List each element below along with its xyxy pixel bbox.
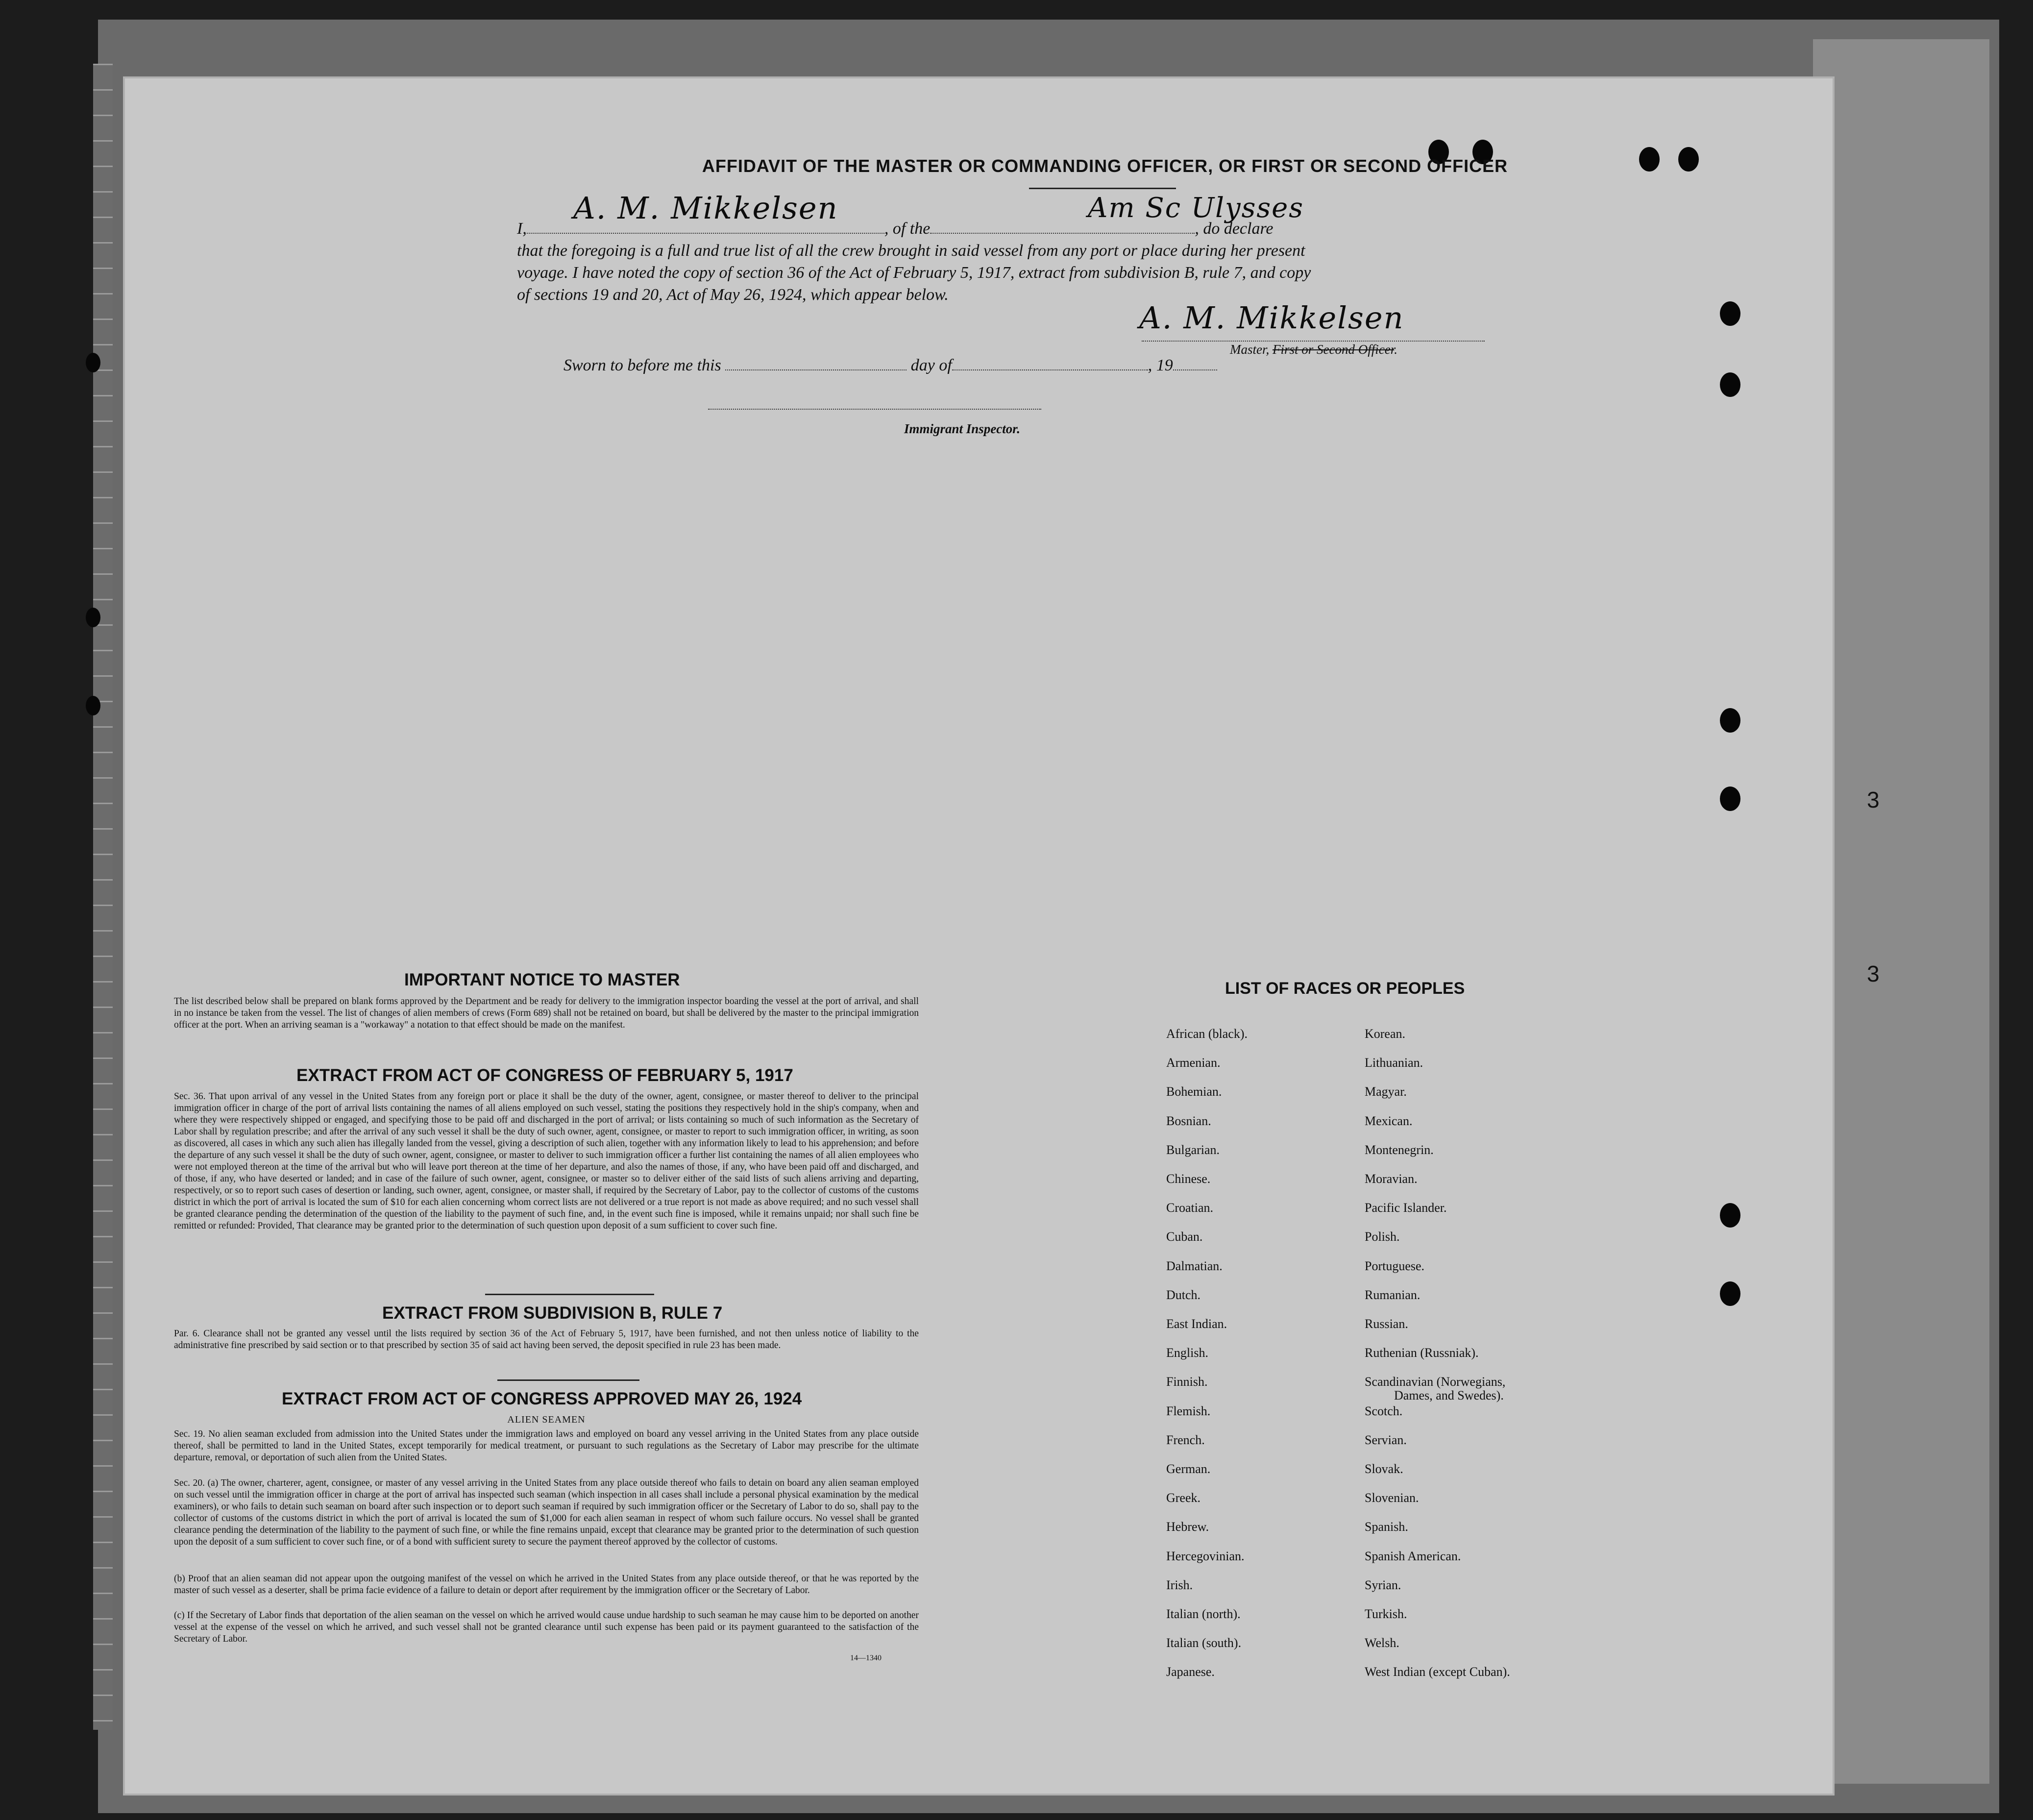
caption-master: Master, [1230,342,1270,357]
race-item: African (black). [1166,1027,1248,1041]
race-item: Bulgarian. [1166,1142,1220,1157]
race-item: Irish. [1166,1577,1193,1592]
race-item: Spanish American. [1365,1549,1461,1563]
handwritten-name: A. M. Mikkelsen [573,190,838,226]
handwritten-vessel-name: Am Sc Ulysses [1088,192,1304,224]
form-number: 14—1340 [850,1654,882,1662]
race-item: Rumanian. [1365,1287,1421,1302]
race-item: Mexican. [1365,1113,1413,1128]
sworn-line [563,356,1217,375]
inspector-signature-line [708,409,1041,410]
race-item: Korean. [1365,1027,1406,1041]
punch-hole [86,608,100,627]
race-item: Slovak. [1365,1462,1403,1476]
race-item: Italian (north). [1166,1607,1241,1621]
day-blank [725,369,906,370]
master-signature: A. M. Mikkelsen [1139,300,1404,336]
race-item: Dutch. [1166,1287,1201,1302]
race-item: West Indian (except Cuban). [1365,1665,1510,1679]
title-divider [1029,188,1176,189]
signature-caption [1230,342,1397,357]
caption-struck-officer: First or Second Officer [1273,342,1395,357]
race-item: Turkish. [1365,1607,1407,1621]
race-item: Greek. [1166,1491,1201,1505]
race-item: Armenian. [1166,1056,1221,1070]
name-blank [527,233,884,234]
race-item: Bohemian. [1166,1084,1222,1099]
declaration-prefix: I, [517,220,527,238]
extract-rule7-title: EXTRACT FROM SUBDIVISION B, RULE 7 [382,1304,723,1323]
extract-1917-title: EXTRACT FROM ACT OF CONGRESS OF FEBRUARY 5, 1917 [296,1066,793,1085]
sworn-year: , 19 [1148,356,1173,374]
race-item: Syrian. [1365,1577,1401,1592]
punch-hole [1720,301,1740,326]
punch-hole [1720,1203,1740,1228]
declaration-middle: , of the [884,220,931,238]
race-item: Pacific Islander. [1365,1201,1447,1215]
month-blank [952,369,1148,370]
vessel-blank [930,233,1195,234]
race-item: Portuguese. [1365,1258,1425,1273]
affidavit-line-4: of sections 19 and 20, Act of May 26, 1924, which appear below. [517,286,949,304]
section-divider [497,1379,639,1381]
race-item: Cuban. [1166,1230,1203,1244]
race-item: English. [1166,1346,1208,1360]
punch-hole [86,696,100,715]
race-item: French. [1166,1432,1205,1447]
extract-1917-text: Sec. 36. That upon arrival of any vessel in the United States from any foreign port or place it shall be the duty of the owner, agent, consignee, or master thereof to deliver to the principal immigration officer in charge of the port of arrival lists containing the names of all aliens employed on such vessel, stating the positions they respectively hold in the ship's company, when and where they were respectively shipped or engaged, and specifying those to be paid off and discharged in the port of arrival; or lists containing so much of such information as the Secretary of Labor shall by regulation prescribe; and after the arrival of any such vessel it shall be the duty of such owner, agent, consignee, or master to report to such immigration officer, in writing, as soon as discovered, all cases in which any such alien has illegally landed from the vessel, giving a description of such alien, together with any information likely to lead to his apprehension; and before the departure of any such vessel it shall be the duty of such owner, agent, consignee, or master to deliver to such immigration officer a further list containing the names of all alien employees who were not employed thereon at the time of the arrival but who will leave port thereon at the time of her departure, and also the names of those, if any, who have been paid off and discharged, and of those, if any, who have deserted or landed; and in case of the failure of such owner, agent, consignee, or master so to deliver either of the said lists of such aliens arriving and departing, respectively, or so to report such cases of desertion or landing, such owner, agent, consignee, or master shall, if required by the Secretary of Labor, pay to the collector of customs of the customs district in which the port of arrival is located the sum of $10 for each alien concerning whom correct lists are not delivered or a true report is not made as above required; and no such vessel shall be granted clearance pending the determination of the question of the liability to the payment of such fine, and, in the event such fine is imposed, while it remains unpaid; nor shall such fine be remitted or refunded: Provided, That clearance may be granted prior to the determination of such question upon deposit of a sum sufficient to cover such fine. [174,1091,919,1231]
declaration-suffix: , do declare [1195,220,1274,238]
race-item: Russian. [1365,1317,1408,1331]
affidavit-line-2: that the foregoing is a full and true list of all the crew brought in said vessel from any port or place during her present [517,242,1305,260]
race-item: Lithuanian. [1365,1056,1423,1070]
punch-hole [1720,787,1740,811]
section-divider [485,1294,654,1295]
year-blank [1173,369,1217,370]
edge-mark: 3 [1867,787,1880,812]
affidavit-title: AFFIDAVIT OF THE MASTER OR COMMANDING OFFICER, OR FIRST OR SECOND OFFICER [702,156,1508,176]
race-item: Dames, and Swedes). [1394,1388,1504,1403]
race-item: East Indian. [1166,1317,1227,1331]
section-20b-text: (b) Proof that an alien seaman did not appear upon the outgoing manifest of the vessel on which he arrived in the United States from any place outside thereof, or that he was reported by the master of such vessel as a deserter, shall be prima facie evidence of a failure to detain or deport after requirement by the immigration officer or the Secretary of Labor. [174,1574,919,1596]
edge-mark: 3 [1867,961,1880,986]
sworn-prefix: Sworn to before me this [563,356,721,374]
race-item: Slovenian. [1365,1491,1419,1505]
ruled-sheet-edge [93,64,113,1730]
race-item: Chinese. [1166,1172,1211,1186]
race-item: Magyar. [1365,1084,1407,1099]
races-title: LIST OF RACES OR PEOPLES [1225,979,1465,998]
punch-hole [1639,147,1660,172]
affidavit-line-3: voyage. I have noted the copy of section 36 of the Act of February 5, 1917, extract from subdivision B, rule 7, and copy [517,264,1311,282]
affidavit-page [125,78,1833,1794]
extract-rule7-text: Par. 6. Clearance shall not be granted any vessel until the lists required by section 36 of the Act of February 5, 1917, have been furnished, and not then unless notice of liability to the administrative fine prescribed by said section or to that prescribed by section 35 of said act having been served, the deposit specified in rule 23 has been made. [174,1328,919,1351]
extract-1924-title: EXTRACT FROM ACT OF CONGRESS APPROVED MAY 26, 1924 [282,1389,802,1408]
sworn-day-of: day of [910,356,952,374]
inspector-caption: Immigrant Inspector. [904,421,1021,436]
underlying-sheet-right [1813,39,1989,1784]
race-item: Finnish. [1166,1375,1208,1389]
race-item: Dalmatian. [1166,1258,1223,1273]
race-item: Croatian. [1166,1201,1214,1215]
race-item: Spanish. [1365,1520,1408,1534]
race-item: Italian (south). [1166,1636,1242,1650]
race-item: Hercegovinian. [1166,1549,1245,1563]
race-item: Ruthenian (Russniak). [1365,1346,1479,1360]
punch-hole [1678,147,1699,172]
race-item: Scotch. [1365,1403,1403,1418]
punch-hole [86,353,100,372]
notice-text: The list described below shall be prepared on blank forms approved by the Department and be ready for delivery to the immigration inspector boarding the vessel at the port of arrival, and shall in no instance be taken from the vessel. The list of changes of alien members of crews (Form 689) shall not be retained on board, but shall be delivered by the master to the principal immigration officer at the port. When an arriving seaman is a "workaway" a notation to that effect should be made on the manifest. [174,996,919,1030]
race-item: Hebrew. [1166,1520,1209,1534]
race-item: German. [1166,1462,1211,1476]
race-item: Servian. [1365,1432,1407,1447]
race-item: Japanese. [1166,1665,1215,1679]
section-20a-text: Sec. 20. (a) The owner, charterer, agent, consignee, or master of any vessel arriving in the United States from any place outside thereof who fails to detain on board any alien seaman employed on such vessel until the immigration officer in charge at the port of arrival has inspected such seaman (which inspection in all cases shall include a personal physical examination by the medical examiners), or who fails to detain such seaman on board after such inspection or to deport such seaman if required by such immigration officer or the Secretary of Labor to do so, shall pay to the collector of customs of the customs district in which the port of arrival is located the sum of $1,000 for each alien seaman in respect of whom such failure occurs. No vessel shall be granted clearance pending the determination of the liability to the payment of such fine, or while the fine remains unpaid, except that clearance may be granted prior to the determination of such question upon the deposit of a sum sufficient to cover such fine, or of a bond with sufficient surety to secure the payment thereof approved by the collector of customs. [174,1478,919,1547]
race-item: Moravian. [1365,1172,1418,1186]
race-item: Montenegrin. [1365,1142,1434,1157]
race-item: Flemish. [1166,1403,1211,1418]
section-20c-text: (c) If the Secretary of Labor finds that deportation of the alien seaman on the vessel on which he arrived would cause undue hardship to such seaman he may cause him to be deported on another vessel at the expense of the vessel on which he arrived, and such vessel shall not be granted clearance until such expense has been paid or its payment guaranteed to the satisfaction of the Secretary of Labor. [174,1610,919,1644]
alien-seamen-subtitle: ALIEN SEAMEN [507,1414,586,1425]
section-19-text: Sec. 19. No alien seaman excluded from admission into the United States under the immigration laws and employed on board any vessel arriving in the United States from any place outside thereof, shall be permitted to land in the United States, except temporarily for medical treatment, or pursuant to such regulations as the Secretary of Labor may prescribe for the ultimate departure, removal, or deportation of such alien from the United States. [174,1429,919,1463]
punch-hole [1720,372,1740,397]
caption-end: . [1394,342,1397,357]
race-item: Polish. [1365,1230,1400,1244]
signature-line [1142,341,1485,342]
race-item: Welsh. [1365,1636,1399,1650]
punch-hole [1720,1281,1740,1306]
race-item: Scandinavian (Norwegians, [1365,1375,1506,1389]
punch-hole [1720,708,1740,733]
race-item: Bosnian. [1166,1113,1211,1128]
notice-title: IMPORTANT NOTICE TO MASTER [404,970,680,989]
